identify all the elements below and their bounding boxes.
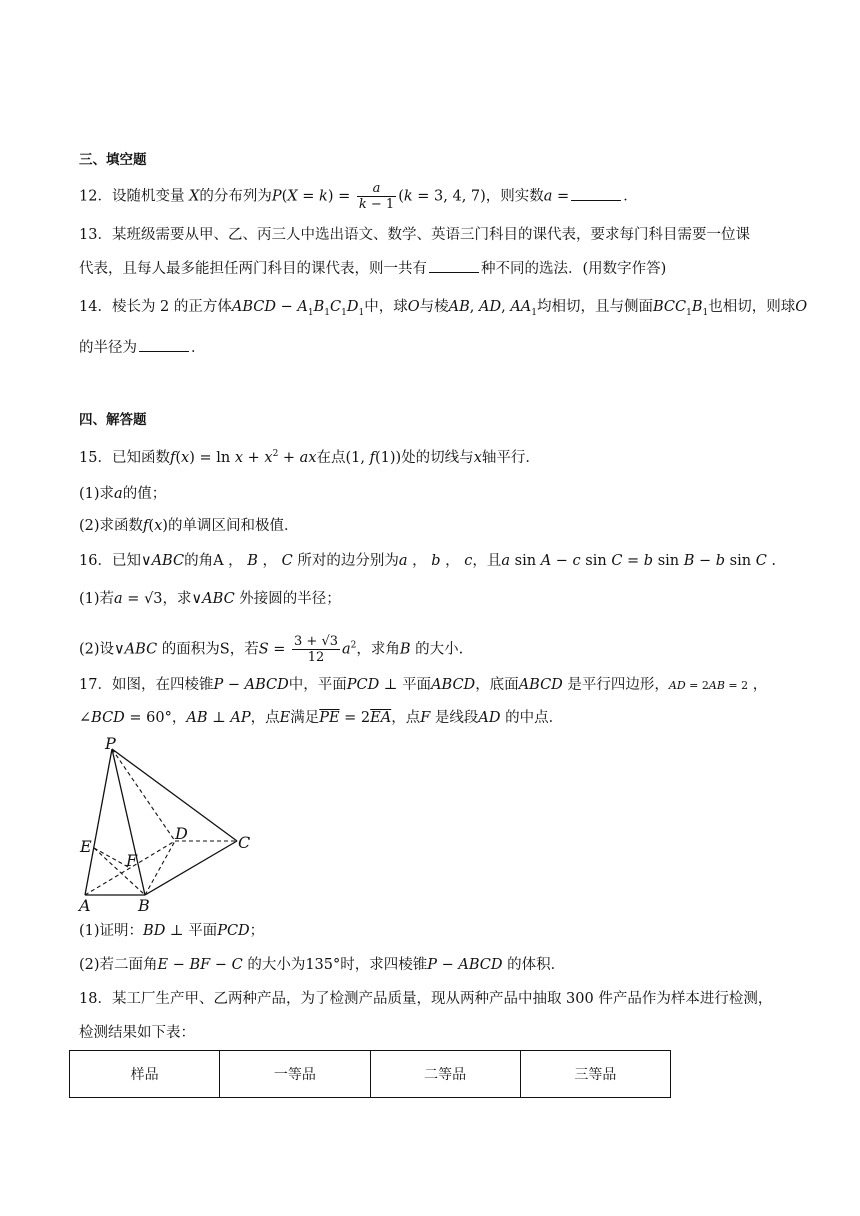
table-header-cell: 样品 [70, 1051, 220, 1098]
table-header-cell: 二等品 [370, 1051, 520, 1098]
question-15-part2: (2)求函数f(x)的单调区间和极值． [79, 518, 299, 534]
question-12: 12．设随机变量 X的分布列为P(X = k) = $\frac{a}{k - 1}$ (k = 3, 4, 7)，则实数a = ． [79, 181, 638, 212]
label-b: B [138, 896, 150, 915]
fraction: $\frac{3 + √3}{12}$ [294, 634, 339, 665]
question-15: 15．已知函数$f(x) = \ln x + x^2$ + ax在点(1, f(1))处的切线与x轴平行． [79, 449, 540, 466]
question-17-line1: 17．如图，在四棱锥P − ABCD中，平面PCD ⊥ 平面ABCD，底面ABCD 是平行四边形，AD = 2AB = 2 ， [79, 677, 768, 693]
label-p: P [105, 735, 116, 753]
question-18-line1: 18．某工厂生产甲、乙两种产品，为了检测产品质量，现从两种产品中抽取 300 件产品作为样本进行检测， [79, 991, 773, 1007]
table-header-row [70, 1051, 671, 1098]
result-table [69, 1050, 671, 1098]
question-17-line2: ∠BCD = 60°，AB ⊥ AP，点E满足$\overline{PE} = 2\overline{EA}$，点F 是线段AD 的中点． [79, 710, 564, 726]
section-title-answer: 四、解答题 [79, 412, 147, 428]
question-16-part1: (1)若a = √3，求∨ABC 外接圆的半径； [79, 591, 341, 607]
question-13-line2: 代表，且每人最多能担任两门科目的课代表，则一共有 种不同的选法．(用数字作答) [79, 258, 666, 279]
fraction: $\frac{a}{k - 1}$ [358, 181, 395, 212]
question-18-line2: 检测结果如下表： [79, 1025, 195, 1041]
label-c: C [238, 833, 251, 852]
question-16-part2: (2)设∨ABC 的面积为S，若S = $\frac{3 + √3}{12}$ $a^2$，求角B 的大小. [79, 634, 464, 665]
question-14-line2: 的半径为 ． [79, 337, 206, 358]
question-16: 16．已知∨ABC的角A ， B ， C 所对的边分别为a ， b ， c，且a sin A − c sin C = b sin B − b sin C . [79, 553, 777, 569]
section-title-fill: 三、填空题 [79, 152, 147, 168]
label-e: E [80, 837, 92, 856]
answer-blank [571, 186, 621, 201]
answer-blank [429, 258, 479, 273]
question-17-part1: (1)证明：BD ⊥ 平面PCD； [79, 923, 265, 939]
table-header-cell: 三等品 [520, 1051, 670, 1098]
question-14-line1: 14．棱长为 2 的正方体ABCD − $A_1B_1C_1D_1$中，球O与棱AB, AD, $AA_1$均相切，且与侧面$BCC_1B_1$也相切，则球O [79, 299, 808, 318]
table-header-cell: 一等品 [220, 1051, 370, 1098]
label-f: F [126, 851, 138, 870]
pyramid-figure [75, 735, 260, 915]
question-13-line1: 13．某班级需要从甲、乙、丙三人中选出语文、数学、英语三门科目的课代表，要求每门科目需要一位课 [79, 227, 750, 243]
answer-blank [139, 337, 189, 352]
question-17-part2: (2)若二面角E − BF − C 的大小为135°时，求四棱锥P − ABCD 的体积． [79, 957, 566, 973]
label-a: A [79, 896, 91, 915]
question-15-part1: (1)求a的值； [79, 486, 167, 502]
label-d: D [175, 824, 188, 843]
